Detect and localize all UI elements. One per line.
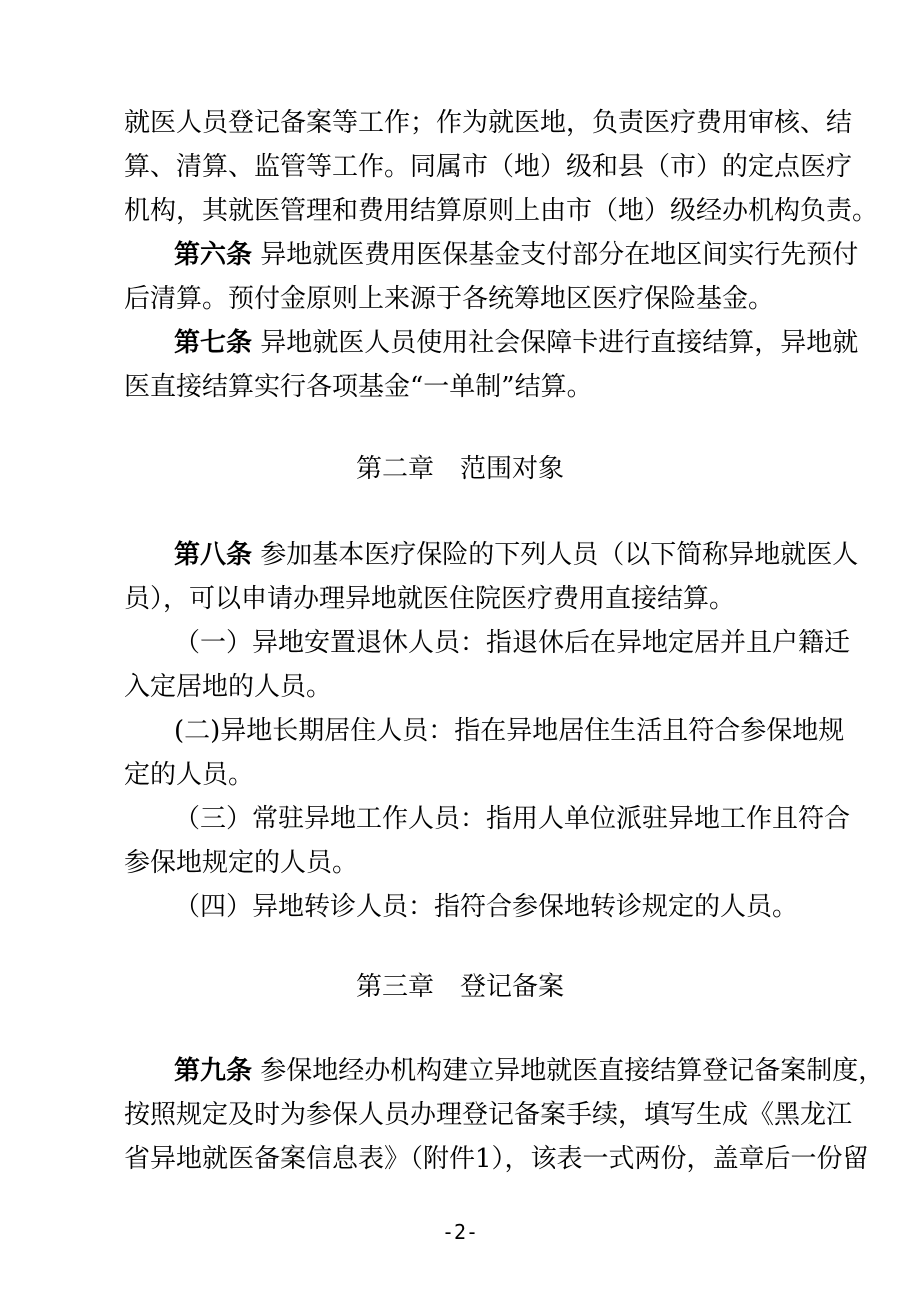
- list-item-line: （一）异地安置退休人员：指退休后在异地定居并且户籍迁: [174, 628, 851, 658]
- paragraph-line: 机构，其就医管理和费用结算原则上由市（地）级经办机构负责。: [124, 196, 879, 226]
- paragraph-line: 医直接结算实行各项基金“一单制”结算。: [124, 372, 593, 402]
- article-9-text: 参保地经办机构建立异地就医直接结算登记备案制度，: [252, 1056, 885, 1086]
- chapter-heading: 第二章 范围对象: [355, 454, 564, 484]
- article-9-label: 第九条: [174, 1056, 253, 1086]
- article-7-text: 异地就医人员使用社会保障卡进行直接结算，异地就: [252, 328, 859, 358]
- article-7-label: 第七条: [174, 328, 253, 358]
- article-6-text: 异地就医费用医保基金支付部分在地区间实行先预付: [252, 240, 859, 270]
- paragraph-line: 员），可以申请办理异地就医住院医疗费用直接结算。: [124, 584, 736, 614]
- article-8-text: 参加基本医疗保险的下列人员（以下简称异地就医人: [252, 540, 859, 570]
- paragraph-line: 后清算。预付金原则上来源于各统筹地区医疗保险基金。: [124, 284, 775, 314]
- article-8-label: 第八条: [174, 540, 253, 570]
- paragraph-line: 按照规定及时为参保人员办理登记备案手续，填写生成《黑龙江: [124, 1100, 853, 1130]
- article-6-label: 第六条: [174, 240, 253, 270]
- article-9-line: [174, 1054, 885, 1088]
- chapter-heading: 第三章 登记备案: [355, 972, 564, 1002]
- paragraph-line: 就医人员登记备案等工作；作为就医地，负责医疗费用审核、结: [124, 108, 853, 138]
- article-6-line: [174, 238, 859, 272]
- list-item-line: 入定居地的人员。: [124, 672, 333, 702]
- article-7-line: [174, 326, 859, 360]
- paragraph-line: 省异地就医备案信息表》（附件1），该表一式两份，盖章后一份留: [124, 1144, 869, 1174]
- paragraph-line: 算、清算、监管等工作。同属市（地）级和县（市）的定点医疗: [124, 152, 853, 182]
- list-item-line: (二)异地长期居住人员：指在异地居住生活且符合参保地规: [174, 716, 845, 746]
- list-item-line: （四）异地转诊人员：指符合参保地转诊规定的人员。: [174, 892, 799, 922]
- list-item-line: （三）常驻异地工作人员：指用人单位派驻异地工作且符合: [174, 804, 851, 834]
- list-item-line: 定的人员。: [124, 760, 255, 790]
- page-number: -2-: [441, 1220, 479, 1244]
- article-8-line: [174, 538, 859, 572]
- list-item-line: 参保地规定的人员。: [124, 848, 359, 878]
